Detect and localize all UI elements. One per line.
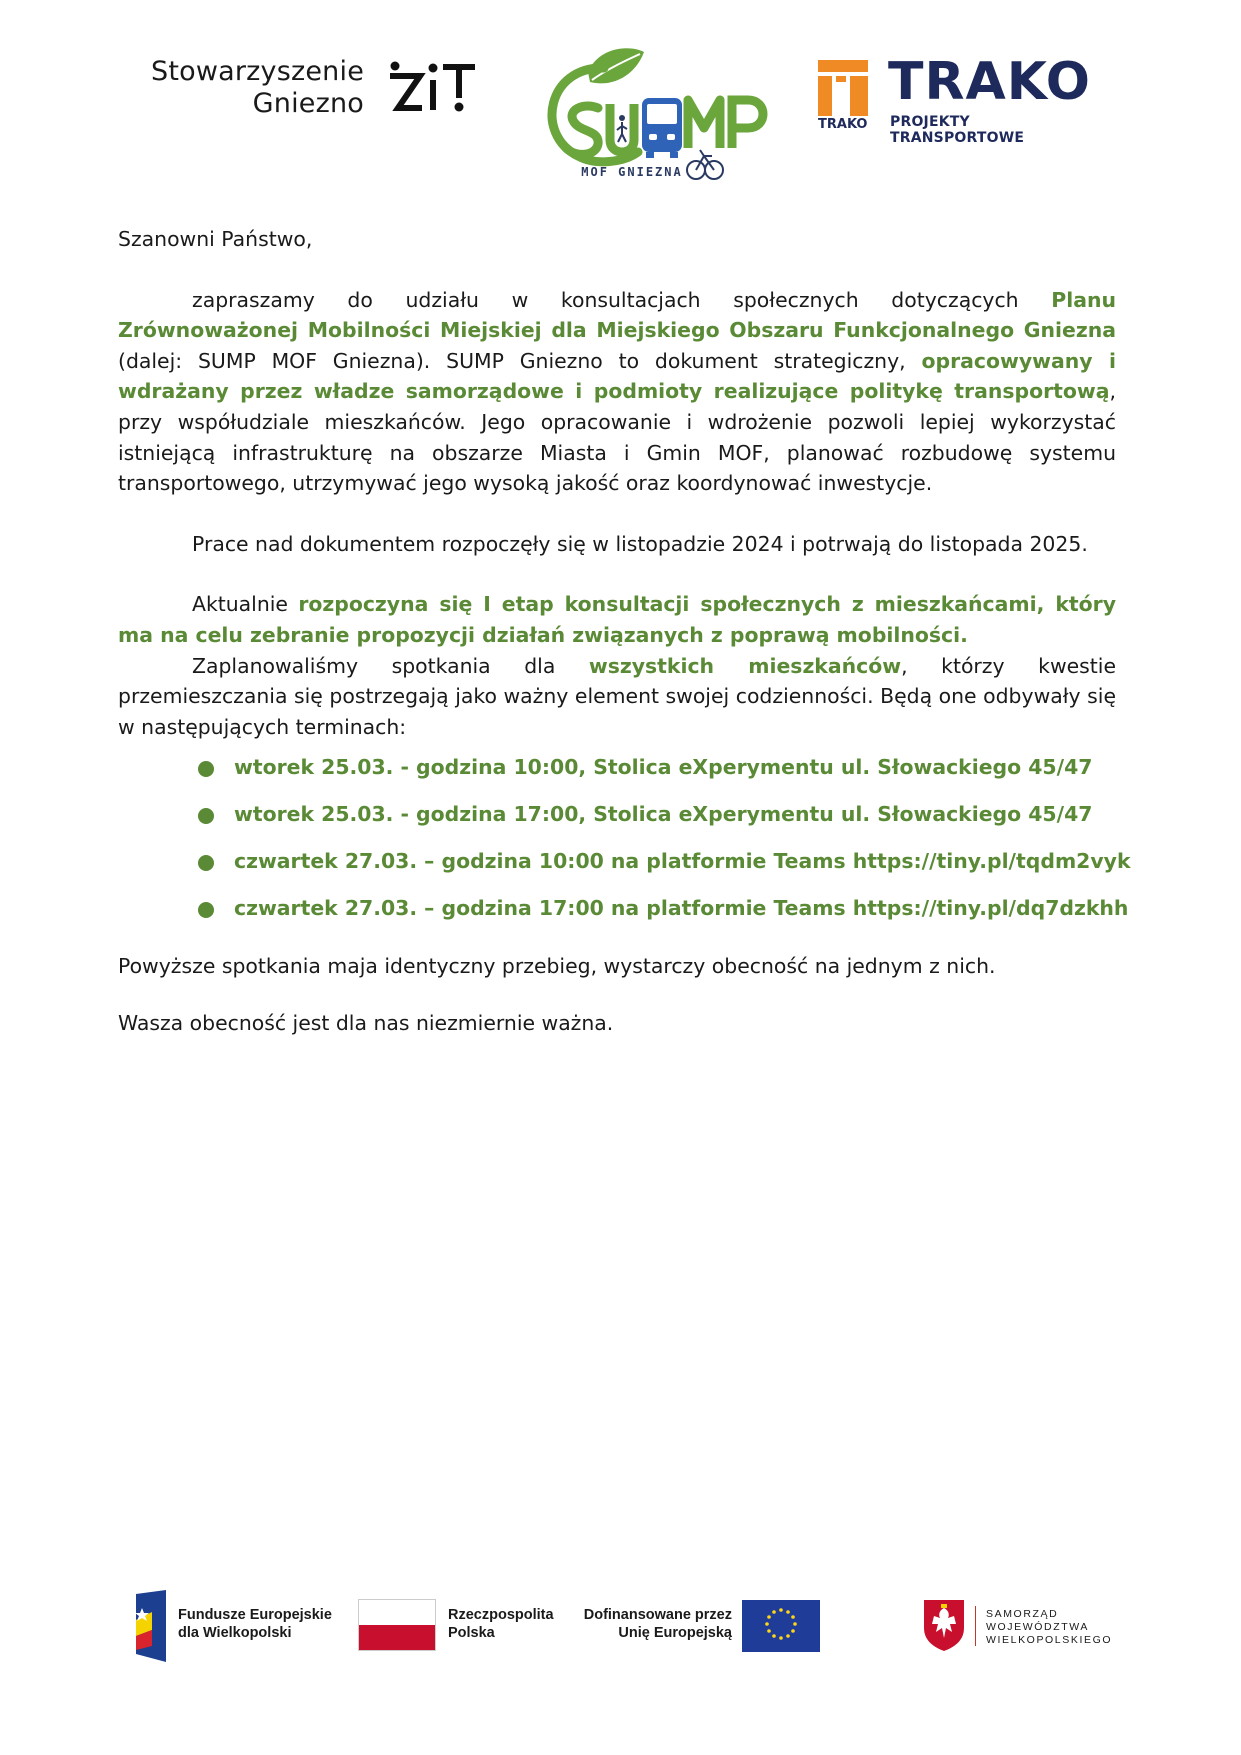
zit-logo-text: [151, 56, 364, 120]
letter-body: [118, 224, 1116, 742]
samorzad-text: [986, 1608, 1112, 1647]
bullet-icon: [198, 902, 214, 918]
bullet-icon: [198, 761, 214, 777]
intro-highlight-authorities: opracowywany i wdrażany przez władze samorządowe i podmioty realizujące politykę transportową: [118, 348, 1116, 404]
fundusze-europejskie-text: [178, 1606, 332, 1642]
sump-logo-subtitle: MOF GNIEZNA: [581, 165, 683, 179]
eu-line1: Dofinansowane przez: [583, 1607, 732, 1623]
fe-line1: Fundusze Europejskie: [178, 1607, 332, 1623]
consultation-highlight: rozpoczyna się I etap konsultacji społecznych z mieszkańcami, który ma na celu zebranie propozycji działań związanych z poprawą mobilności.: [118, 592, 1116, 647]
zit-logo: [148, 56, 488, 124]
trako-name: TRAKO: [888, 52, 1091, 112]
meetings-intro-text-2: , którzy kwestie przemieszczania się postrzegają jako ważny element swojej codzienności. Będą one odbywały się w następujących terminach:: [118, 653, 1116, 739]
intro-text-2: (dalej: SUMP MOF Gniezna). SUMP Gniezno to dokument strategiczny,: [118, 348, 922, 373]
paragraph-timeline: Prace nad dokumentem rozpoczęły się w listopadzie 2024 i potrwają do listopada 2025.: [192, 531, 1088, 556]
footer-funding-logos: [0, 1580, 1241, 1680]
trako-logo: [810, 50, 1100, 150]
paragraph-closing: Wasza obecność jest dla nas niezmiernie ważna.: [118, 1011, 614, 1035]
fundusze-europejskie-icon: [130, 1590, 170, 1662]
trako-subtitle: PROJEKTY TRANSPORTOWE: [890, 114, 1025, 146]
bullet-icon: [198, 808, 214, 824]
closing-text: [118, 951, 1116, 1065]
meetings-intro-highlight: wszystkich mieszkańców: [588, 653, 902, 678]
meeting-2: wtorek 25.03. - godzina 17:00, Stolica eXperymentu ul. Słowackiego 45/47: [234, 802, 1093, 826]
wlkp-line1: SAMORZĄD: [986, 1608, 1059, 1620]
consultation-text: Aktualnie: [192, 592, 299, 617]
list-item: [198, 799, 1118, 846]
sump-logo: [528, 44, 778, 184]
list-item: [198, 846, 1131, 893]
wlkp-divider: [975, 1606, 976, 1646]
trako-icon: [816, 58, 880, 122]
polish-flag-icon: [358, 1599, 436, 1651]
intro-highlight-plan: Planu Zrównoważonej Mobilności Miejskiej dla Miejskiego Obszaru Funkcjonalnego Gniezna: [118, 287, 1116, 343]
wlkp-line2: WOJEWÓDZTWA: [986, 1621, 1089, 1633]
paragraph-consultation: [118, 589, 1116, 650]
fe-line2: dla Wielkopolski: [178, 1625, 292, 1641]
eu-line2: Unię Europejską: [618, 1625, 732, 1641]
rzeczpospolita-text: [448, 1606, 554, 1642]
meeting-4: czwartek 27.03. – godzina 17:00 na platformie Teams https://tiny.pl/dq7dzkhh: [234, 896, 1129, 920]
list-item: [198, 752, 1118, 799]
rp-line1: Rzeczpospolita: [448, 1607, 554, 1623]
zit-logo-line1: Stowarzyszenie: [151, 56, 364, 87]
rp-line2: Polska: [448, 1625, 495, 1641]
meetings-list: [198, 752, 1131, 940]
bullet-icon: [198, 855, 214, 871]
trako-icon-label: TRAKO: [818, 117, 868, 132]
intro-text-3: , przy współudziale mieszkańców. Jego opracowanie i wdrożenie pozwoli lepiej wykorzystać istniejącą infrastrukturę na obszarze Miasta i Gmin MOF, planować rozbudowę systemu transportowego, utrzymywać jego wysoką jakość oraz koordynować inwestycje.: [118, 379, 1116, 496]
eu-funding-text: [582, 1606, 732, 1642]
paragraph-identical-meetings: Powyższe spotkania maja identyczny przebieg, wystarczy obecność na jednym z nich.: [118, 954, 996, 978]
meeting-1: wtorek 25.03. - godzina 10:00, Stolica eXperymentu ul. Słowackiego 45/47: [234, 755, 1093, 779]
paragraph-meetings-intro: [118, 651, 1116, 743]
header-logos: [0, 0, 1241, 190]
sump-logo-graphic: [528, 44, 778, 184]
meeting-3: czwartek 27.03. – godzina 10:00 na platformie Teams https://tiny.pl/tqdm2vyk: [234, 849, 1131, 873]
wlkp-line3: WIELKOPOLSKIEGO: [986, 1634, 1113, 1646]
list-item: [198, 893, 1129, 940]
wielkopolska-crest-icon: [922, 1598, 966, 1652]
zit-logo-line2: Gniezno: [252, 88, 364, 119]
zit-mark-icon: [386, 60, 478, 116]
greeting: Szanowni Państwo,: [118, 227, 313, 251]
meetings-intro-text-1: Zaplanowaliśmy spotkania dla: [192, 653, 589, 678]
intro-text-1: zapraszamy do udziału w konsultacjach społecznych dotyczących: [192, 287, 1052, 312]
paragraph-intro: [118, 285, 1116, 499]
eu-flag-icon: [742, 1600, 820, 1652]
